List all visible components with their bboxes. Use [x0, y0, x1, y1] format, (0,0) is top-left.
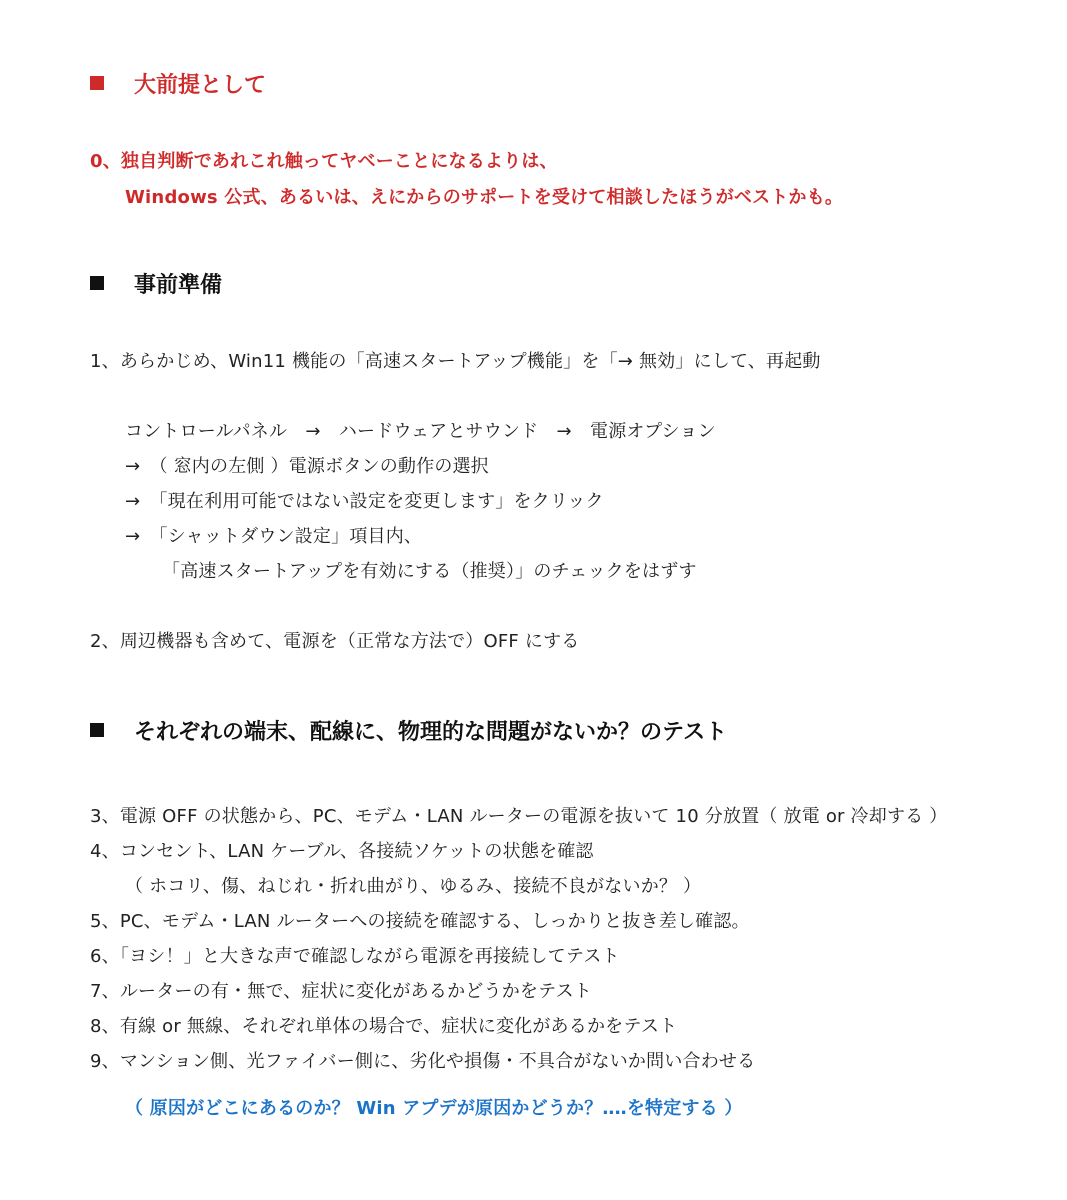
- step-5: 5、PC、モデム・LAN ルーターへの接続を確認する、しっかりと抜き差し確認。: [90, 911, 750, 932]
- path-line-3: → 「現在利用可能ではない設定を変更します」をクリック: [125, 491, 604, 512]
- heading-physical-test: [90, 719, 727, 747]
- premise-line-0-cont: Windows 公式、あるいは、えにからのサポートを受けて相談したほうがベストかも。: [125, 187, 844, 208]
- heading-physical-test-text: それぞれの端末、配線に、物理的な問題がないか？のテスト: [134, 720, 728, 745]
- path-line-1: コントロールパネル → ハードウェアとサウンド → 電源オプション: [125, 421, 716, 442]
- step-9: 9、マンション側、光ファイバー側に、劣化や損傷・不具合がないか問い合わせる: [90, 1051, 756, 1072]
- step-2: 2、周辺機器も含めて、電源を（正常な方法で）OFF にする: [90, 631, 580, 652]
- step-1: 1、あらかじめ、Win11 機能の「高速スタートアップ機能」を「→ 無効」にして、再起動: [90, 351, 821, 372]
- step-8: 8、有線 or 無線、それぞれ単体の場合で、症状に変化があるかをテスト: [90, 1016, 678, 1037]
- square-bullet-icon: [90, 723, 104, 737]
- heading-preparation-text: 事前準備: [134, 273, 223, 298]
- step-7: 7、ルーターの有・無で、症状に変化があるかどうかをテスト: [90, 981, 592, 1002]
- path-line-4: → 「シャットダウン設定」項目内、: [125, 526, 423, 547]
- conclusion-note: （ 原因がどこにあるのか？ Win アプデが原因かどうか？‥‥を特定する ）: [125, 1098, 743, 1119]
- square-bullet-icon: [90, 276, 104, 290]
- square-bullet-icon: [90, 76, 104, 90]
- heading-preparation: [90, 272, 222, 300]
- step-3: 3、電源 OFF の状態から、PC、モデム・LAN ルーターの電源を抜いて 10 分放置（ 放電 or 冷却する ）: [90, 806, 948, 827]
- heading-premise-text: 大前提として: [134, 73, 267, 98]
- step-4: 4、コンセント、LAN ケーブル、各接続ソケットの状態を確認: [90, 841, 594, 862]
- step-6: 6、「ヨシ！」と大きな声で確認しながら電源を再接続してテスト: [90, 946, 620, 967]
- path-line-5: 「高速スタートアップを有効にする（推奨）」のチェックをはずす: [162, 561, 697, 582]
- path-line-2: → （ 窓内の左側 ）電源ボタンの動作の選択: [125, 456, 489, 477]
- heading-premise: [90, 72, 266, 100]
- step-4-note: （ ホコリ、傷、ねじれ・折れ曲がり、ゆるみ、接続不良がないか？ ）: [125, 876, 702, 897]
- premise-line-0: 0、独自判断であれこれ触ってヤベーことになるよりは、: [90, 151, 558, 172]
